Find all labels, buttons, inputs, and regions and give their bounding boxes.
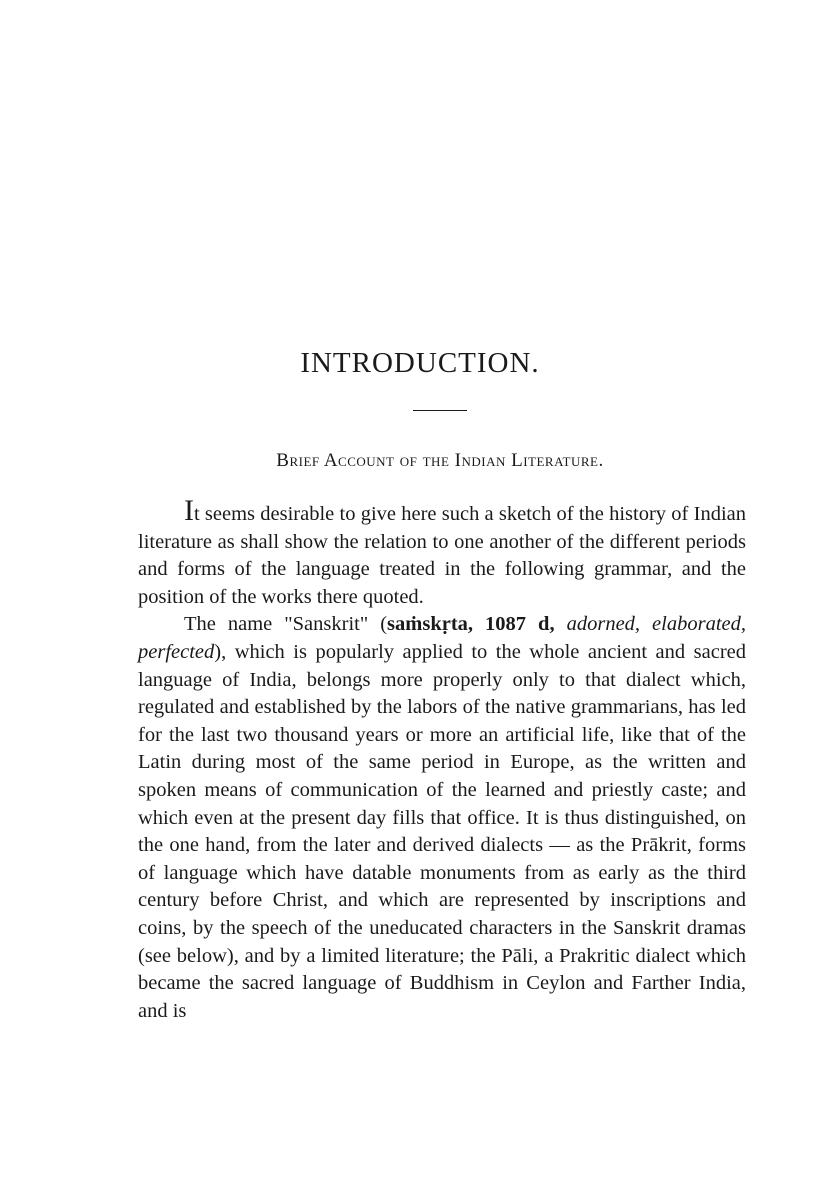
term-gloss: adorned, elaborated, perfected	[138, 613, 746, 663]
drop-cap: I	[184, 494, 194, 527]
section-heading: Brief Account of the Indian Literature.	[276, 450, 604, 471]
paragraph-2-text: ), which is popularly applied to the whole ancient and sacred language of India, belongs more properly only to that dialect which, regulated and established by the labors of the native grammarians, has led for the last two thousand years or more an artificial life, like that of the Latin during most of the same period in Europe, as the written and spoken means of communication of the learned and priestly caste; and which even at the present day fills that office. It is thus distinguished, on the one hand, from the later and derived dialects — as the Prākrit, forms of language which have datable monuments from as early as the third century before Christ, and which are represented by inscriptions and coins, by the speech of the uneducated characters in the Sanskrit dramas (see below), and by a limited literature; the Pāli, a Prakritic dialect which became the sacred language of Buddhism in Ceylon and Farther India, and is	[138, 640, 746, 1022]
page-title: INTRODUCTION.	[300, 347, 540, 379]
title-divider	[413, 410, 467, 411]
paragraph-1-text: t seems desirable to give here such a sketch of the history of Indian literature as shall show the relation to one another of the different periods and forms of the language treated in the following grammar, and the position of the works there quoted.	[138, 503, 746, 608]
sanskrit-term: saṁskṛta, 1087 d,	[387, 613, 555, 636]
paragraph-2	[138, 611, 746, 1025]
body-text	[138, 494, 746, 1025]
paragraph-1	[138, 494, 746, 611]
paragraph-2-lead: The name "Sanskrit" (	[184, 613, 388, 636]
